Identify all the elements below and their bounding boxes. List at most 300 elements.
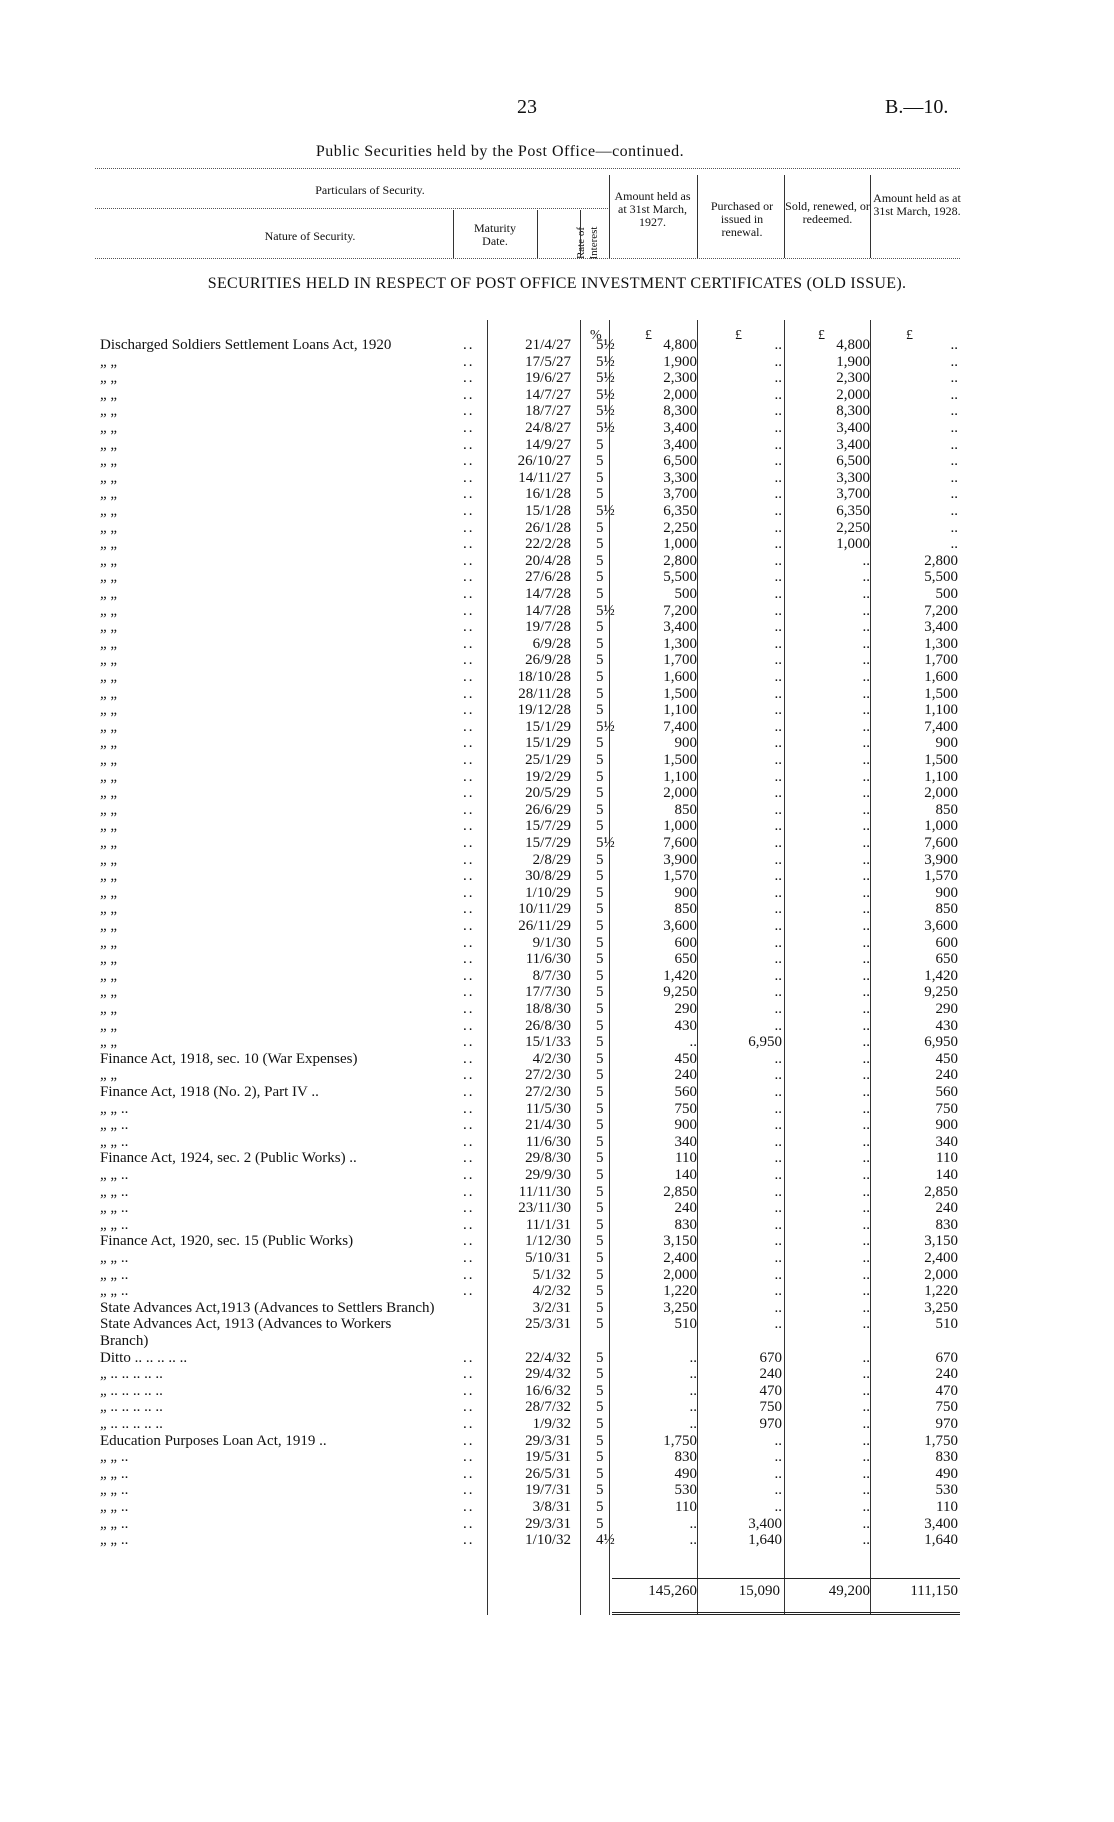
sold-amount: .. [862, 1167, 870, 1183]
table-row [0, 453, 1114, 470]
security-name: „ „ [100, 486, 118, 503]
table-row [0, 1532, 1114, 1549]
purchased-amount: .. [774, 353, 782, 370]
header-particulars: Particulars of Security. [315, 183, 425, 197]
sold-amount: .. [862, 685, 870, 702]
interest-rate: 5 [596, 1482, 604, 1499]
security-name: „ „ [100, 403, 118, 420]
sold-amount: 2,300 [836, 370, 870, 387]
purchased-amount: .. [774, 436, 782, 453]
leader-dots: .. [463, 984, 475, 1001]
security-name: „ „ .. [100, 1117, 129, 1134]
interest-rate: 5 [596, 901, 604, 918]
amount-1927: 1,900 [663, 353, 697, 370]
amount-1928: 7,200 [924, 602, 958, 619]
maturity-date: 15/1/29 [525, 735, 571, 752]
purchased-amount: 670 [759, 1349, 782, 1366]
sold-amount: 4,800 [836, 337, 870, 353]
purchased-amount: .. [774, 1067, 782, 1084]
sold-amount: .. [862, 1449, 870, 1466]
leader-dots: .. [463, 868, 475, 885]
amount-1927: 530 [674, 1482, 697, 1499]
purchased-amount: .. [774, 884, 782, 901]
amount-1927: 900 [674, 884, 697, 901]
purchased-amount: .. [774, 951, 782, 968]
table-row [0, 852, 1114, 869]
table-row [0, 918, 1114, 935]
maturity-date: 30/8/29 [525, 868, 571, 885]
leader-dots: .. [463, 469, 475, 486]
maturity-date: 25/1/29 [525, 752, 571, 768]
security-name: „ „ .. [100, 1200, 129, 1217]
maturity-date: 19/5/31 [525, 1449, 571, 1466]
purchased-amount: .. [774, 486, 782, 503]
security-name: „ „ [100, 752, 118, 768]
amount-1927: 500 [674, 586, 697, 602]
sold-amount: .. [862, 1200, 870, 1217]
interest-rate: 5 [596, 619, 604, 636]
security-name: „ „ [100, 469, 118, 486]
purchased-amount: .. [774, 1233, 782, 1250]
purchased-amount: .. [774, 569, 782, 586]
sold-amount: .. [862, 1050, 870, 1067]
table-row [0, 619, 1114, 636]
table-row [0, 802, 1114, 819]
interest-rate: 5 [596, 1084, 604, 1100]
security-name: Finance Act, 1918 (No. 2), Part IV .. [100, 1084, 319, 1100]
security-name: „ „ [100, 984, 118, 1001]
amount-1928: .. [950, 436, 958, 453]
amount-1927: 900 [674, 1117, 697, 1134]
security-name: „ „ [100, 1017, 118, 1034]
interest-rate: 5 [596, 669, 604, 685]
sold-amount: .. [862, 1067, 870, 1084]
maturity-date: 18/8/30 [525, 1001, 571, 1017]
interest-rate: 5 [596, 1432, 604, 1449]
table-row [0, 1051, 1114, 1068]
totals-rule [612, 1578, 960, 1579]
amount-1928: 1,500 [924, 685, 958, 702]
leader-dots: .. [463, 1100, 475, 1117]
leader-dots: .. [463, 652, 475, 669]
table-row [0, 370, 1114, 387]
purchased-amount: .. [774, 1117, 782, 1134]
interest-rate: 5 [596, 967, 604, 984]
amount-1928: 110 [936, 1150, 958, 1167]
table-row [0, 1167, 1114, 1184]
purchased-amount: .. [774, 1150, 782, 1167]
leader-dots: .. [463, 536, 475, 553]
purchased-amount: .. [774, 984, 782, 1001]
amount-1927: 1,000 [663, 818, 697, 835]
column-rule [697, 175, 698, 258]
security-name: „ „ [100, 801, 118, 818]
interest-rate: 5 [596, 635, 604, 652]
header-nature: Nature of Security. [264, 229, 356, 243]
purchased-amount: .. [774, 735, 782, 752]
leader-dots: .. [463, 353, 475, 370]
leader-dots: .. [463, 1449, 475, 1466]
unit-amount-1927: £ [645, 328, 652, 343]
amount-1928: 900 [935, 884, 958, 901]
leader-dots: .. [463, 1266, 475, 1283]
security-name: „ „ .. [100, 1167, 129, 1183]
purchased-amount: .. [774, 619, 782, 636]
purchased-amount: .. [774, 1050, 782, 1067]
table-row [0, 1018, 1114, 1035]
table-row [0, 885, 1114, 902]
sold-amount: .. [862, 1183, 870, 1200]
amount-1927: 510 [674, 1316, 697, 1333]
purchased-amount: .. [774, 403, 782, 420]
leader-dots: .. [463, 1167, 475, 1183]
maturity-date: 22/2/28 [525, 536, 571, 553]
maturity-date: 29/8/30 [525, 1150, 571, 1167]
maturity-date: 3/2/31 [532, 1299, 571, 1316]
interest-rate: 5½ [596, 835, 615, 851]
amount-1927: 240 [674, 1200, 697, 1217]
table-row [0, 520, 1114, 537]
leader-dots: .. [463, 785, 475, 802]
interest-rate: 5 [596, 586, 604, 602]
leader-dots: .. [463, 1366, 475, 1383]
amount-1928: 510 [935, 1316, 958, 1333]
header-purchased: Purchased or issued in renewal. [710, 199, 774, 239]
interest-rate: 5½ [596, 353, 615, 370]
maturity-date: 17/7/30 [525, 984, 571, 1001]
leader-dots: .. [463, 635, 475, 652]
amount-1928: 3,250 [924, 1299, 958, 1316]
leader-dots: .. [463, 1001, 475, 1017]
amount-1928: 670 [935, 1349, 958, 1366]
purchased-amount: .. [774, 718, 782, 735]
leader-dots: .. [463, 669, 475, 685]
amount-1927: 2,000 [663, 785, 697, 802]
sold-amount: .. [862, 1316, 870, 1333]
maturity-date: 19/2/29 [525, 768, 571, 785]
sold-amount: .. [862, 669, 870, 685]
interest-rate: 5 [596, 1449, 604, 1466]
sold-amount: .. [862, 1283, 870, 1300]
security-name: Education Purposes Loan Act, 1919 .. [100, 1432, 327, 1449]
maturity-date: 11/5/30 [525, 1100, 571, 1117]
sold-amount: .. [862, 1100, 870, 1117]
sold-amount: .. [862, 1133, 870, 1150]
leader-dots: .. [463, 1117, 475, 1134]
leader-dots: .. [463, 602, 475, 619]
security-name: „ „ [100, 353, 118, 370]
amount-1928: 110 [936, 1499, 958, 1515]
purchased-amount: .. [774, 801, 782, 818]
maturity-date: 21/4/27 [525, 337, 571, 353]
leader-dots: .. [463, 552, 475, 569]
purchased-amount: .. [774, 1465, 782, 1482]
interest-rate: 5 [596, 536, 604, 553]
purchased-amount: .. [774, 1133, 782, 1150]
maturity-date: 27/6/28 [525, 569, 571, 586]
maturity-date: 18/7/27 [525, 403, 571, 420]
interest-rate: 5½ [596, 718, 615, 735]
maturity-date: 1/12/30 [525, 1233, 571, 1250]
table-row [0, 1416, 1114, 1433]
table-row [0, 669, 1114, 686]
security-name: „ „ [100, 868, 118, 885]
security-name: „ .. .. .. .. .. [100, 1416, 163, 1432]
page-title: Public Securities held by the Post Office—continued. [315, 143, 685, 160]
leader-dots: .. [463, 1349, 475, 1366]
interest-rate: 5 [596, 436, 604, 453]
amount-1927: .. [689, 1416, 697, 1432]
amount-1928: 2,400 [924, 1250, 958, 1266]
sold-amount: .. [862, 635, 870, 652]
interest-rate: 5½ [596, 386, 615, 403]
table-row [0, 1316, 1114, 1333]
security-name: „ „ [100, 718, 118, 735]
purchased-amount: .. [774, 337, 782, 353]
amount-1928: .. [950, 486, 958, 503]
maturity-date: 17/5/27 [525, 353, 571, 370]
sold-amount: .. [862, 619, 870, 636]
interest-rate: 5 [596, 1001, 604, 1017]
leader-dots: .. [463, 685, 475, 702]
security-name: „ „ [100, 851, 118, 868]
sold-amount: .. [862, 552, 870, 569]
leader-dots: .. [463, 1200, 475, 1217]
table-row [0, 1250, 1114, 1267]
sold-amount: .. [862, 652, 870, 669]
document-reference: B.—10. [885, 96, 949, 118]
purchased-amount: .. [774, 503, 782, 519]
security-name: „ „ .. [100, 1133, 129, 1150]
security-name: „ „ [100, 569, 118, 586]
purchased-amount: .. [774, 370, 782, 387]
security-name: Finance Act, 1920, sec. 15 (Public Works) [100, 1233, 354, 1250]
maturity-date: 26/1/28 [525, 519, 571, 536]
amount-1927: 2,000 [663, 386, 697, 403]
maturity-date: 28/11/28 [518, 685, 571, 702]
table-row [0, 951, 1114, 968]
security-name: „ „ .. [100, 1183, 129, 1200]
sold-amount: .. [862, 718, 870, 735]
leader-dots: .. [463, 1067, 475, 1084]
amount-1928: 3,600 [924, 918, 958, 934]
amount-1927: 1,300 [663, 635, 697, 652]
amount-1927: 2,400 [663, 1250, 697, 1266]
amount-1928: 140 [935, 1167, 958, 1183]
amount-1928: 650 [935, 951, 958, 968]
leader-dots: .. [463, 1133, 475, 1150]
sold-amount: .. [862, 1034, 870, 1051]
amount-1927: 830 [674, 1449, 697, 1466]
maturity-date: 14/7/28 [525, 602, 571, 619]
total-amount-1927: 145,260 [648, 1583, 697, 1599]
unit-purchased: £ [735, 328, 742, 343]
security-name: „ „ [100, 453, 118, 470]
amount-1927: 3,700 [663, 486, 697, 503]
leader-dots: .. [463, 718, 475, 735]
interest-rate: 5 [596, 1465, 604, 1482]
table-row [0, 735, 1114, 752]
leader-dots: .. [463, 1250, 475, 1266]
maturity-date: 9/1/30 [532, 934, 571, 951]
sold-amount: .. [862, 752, 870, 768]
security-name: State Advances Act,1913 (Advances to Settlers Branch) [100, 1299, 435, 1316]
maturity-date: 10/11/29 [518, 901, 571, 918]
amount-1927: 290 [674, 1001, 697, 1017]
interest-rate: 5½ [596, 370, 615, 387]
interest-rate: 5 [596, 1133, 604, 1150]
purchased-amount: .. [774, 1283, 782, 1300]
sold-amount: .. [862, 835, 870, 851]
interest-rate: 4½ [596, 1532, 615, 1549]
table-row [0, 1267, 1114, 1284]
purchased-amount: 1,640 [748, 1532, 782, 1549]
maturity-date: 26/10/27 [517, 453, 571, 470]
amount-1927: 1,220 [663, 1283, 697, 1300]
leader-dots: .. [463, 519, 475, 536]
table-row [0, 1134, 1114, 1151]
interest-rate: 5 [596, 1067, 604, 1084]
leader-dots: .. [463, 1382, 475, 1399]
amount-1928: 560 [935, 1084, 958, 1100]
security-name: „ „ [100, 951, 118, 968]
amount-1928: 1,700 [924, 652, 958, 669]
table-row [0, 470, 1114, 487]
leader-dots: .. [463, 1017, 475, 1034]
amount-1927: 110 [675, 1499, 697, 1515]
table-row [0, 1350, 1114, 1367]
leader-dots: .. [463, 934, 475, 951]
maturity-date: 23/11/30 [518, 1200, 571, 1217]
interest-rate: 5 [596, 1299, 604, 1316]
interest-rate: 5 [596, 1050, 604, 1067]
purchased-amount: .. [774, 768, 782, 785]
security-name: „ „ .. [100, 1449, 129, 1466]
amount-1928: 850 [935, 901, 958, 918]
leader-dots: .. [463, 1482, 475, 1499]
sold-amount: .. [862, 851, 870, 868]
maturity-date: 6/9/28 [532, 635, 571, 652]
sold-amount: .. [862, 1465, 870, 1482]
amount-1927: 3,250 [663, 1299, 697, 1316]
purchased-amount: .. [774, 851, 782, 868]
maturity-date: 27/2/30 [525, 1084, 571, 1100]
purchased-amount: .. [774, 1266, 782, 1283]
security-name: „ „ [100, 785, 118, 802]
purchased-amount: 970 [759, 1416, 782, 1432]
sold-amount: 3,300 [836, 469, 870, 486]
leader-dots: .. [463, 752, 475, 768]
table-row [0, 1200, 1114, 1217]
purchased-amount: .. [774, 453, 782, 470]
security-name: „ „ .. [100, 1283, 129, 1300]
maturity-date: 4/2/30 [532, 1050, 571, 1067]
total-sold: 49,200 [828, 1583, 870, 1599]
sold-amount: .. [862, 934, 870, 951]
interest-rate: 5½ [596, 403, 615, 420]
purchased-amount: .. [774, 536, 782, 553]
purchased-amount: .. [774, 519, 782, 536]
maturity-date: 25/3/31 [525, 1316, 571, 1333]
table-row [0, 652, 1114, 669]
security-name: „ „ .. [100, 1465, 129, 1482]
amount-1928: 2,000 [924, 785, 958, 802]
interest-rate: 5 [596, 1366, 604, 1383]
interest-rate: 5 [596, 801, 604, 818]
table-row [0, 984, 1114, 1001]
amount-1927: 3,150 [663, 1233, 697, 1250]
column-rule [580, 210, 581, 258]
table-row [0, 636, 1114, 653]
sold-amount: .. [862, 785, 870, 802]
maturity-date: 20/4/28 [525, 552, 571, 569]
amount-1927: 3,400 [663, 436, 697, 453]
purchased-amount: .. [774, 1100, 782, 1117]
table-row [0, 968, 1114, 985]
maturity-date: 26/9/28 [525, 652, 571, 669]
table-row [0, 1516, 1114, 1533]
interest-rate: 5½ [596, 337, 615, 353]
maturity-date: 16/6/32 [525, 1382, 571, 1399]
amount-1927: 1,600 [663, 669, 697, 685]
sold-amount: .. [862, 768, 870, 785]
interest-rate: 5 [596, 486, 604, 503]
interest-rate: 5 [596, 868, 604, 885]
sold-amount: .. [862, 586, 870, 602]
amount-1927: 2,850 [663, 1183, 697, 1200]
table-row [0, 935, 1114, 952]
interest-rate: 5 [596, 569, 604, 586]
security-name: „ „ [100, 685, 118, 702]
leader-dots: .. [463, 801, 475, 818]
table-row [0, 1067, 1114, 1084]
header-amount-1928: Amount held as at 31st March, 1928. [873, 191, 961, 218]
amount-1928: 1,220 [924, 1283, 958, 1300]
amount-1927: 5,500 [663, 569, 697, 586]
sold-amount: .. [862, 901, 870, 918]
leader-dots: .. [463, 1416, 475, 1432]
maturity-date: 15/7/29 [525, 835, 571, 851]
maturity-date: 19/6/27 [525, 370, 571, 387]
table-row [0, 603, 1114, 620]
leader-dots: .. [463, 420, 475, 436]
interest-rate: 5 [596, 685, 604, 702]
unit-amount-1928: £ [906, 328, 913, 343]
amount-1928: .. [950, 536, 958, 553]
table-row [0, 719, 1114, 736]
security-name: „ „ [100, 901, 118, 918]
table-row [0, 1366, 1114, 1383]
purchased-amount: .. [774, 785, 782, 802]
amount-1928: 240 [935, 1366, 958, 1383]
leader-dots: .. [463, 486, 475, 503]
amount-1928: 750 [935, 1399, 958, 1416]
purchased-amount: 3,400 [748, 1515, 782, 1532]
column-rule [609, 175, 610, 258]
security-name: „ „ [100, 436, 118, 453]
leader-dots: .. [463, 1465, 475, 1482]
leader-dots: .. [463, 951, 475, 968]
interest-rate: 5 [596, 1266, 604, 1283]
leader-dots: .. [463, 1233, 475, 1250]
amount-1927: 340 [674, 1133, 697, 1150]
security-name: „ „ [100, 635, 118, 652]
amount-1927: 830 [674, 1216, 697, 1233]
interest-rate: 5 [596, 918, 604, 934]
sold-amount: .. [862, 1001, 870, 1017]
interest-rate: 5 [596, 552, 604, 569]
amount-1928: 530 [935, 1482, 958, 1499]
